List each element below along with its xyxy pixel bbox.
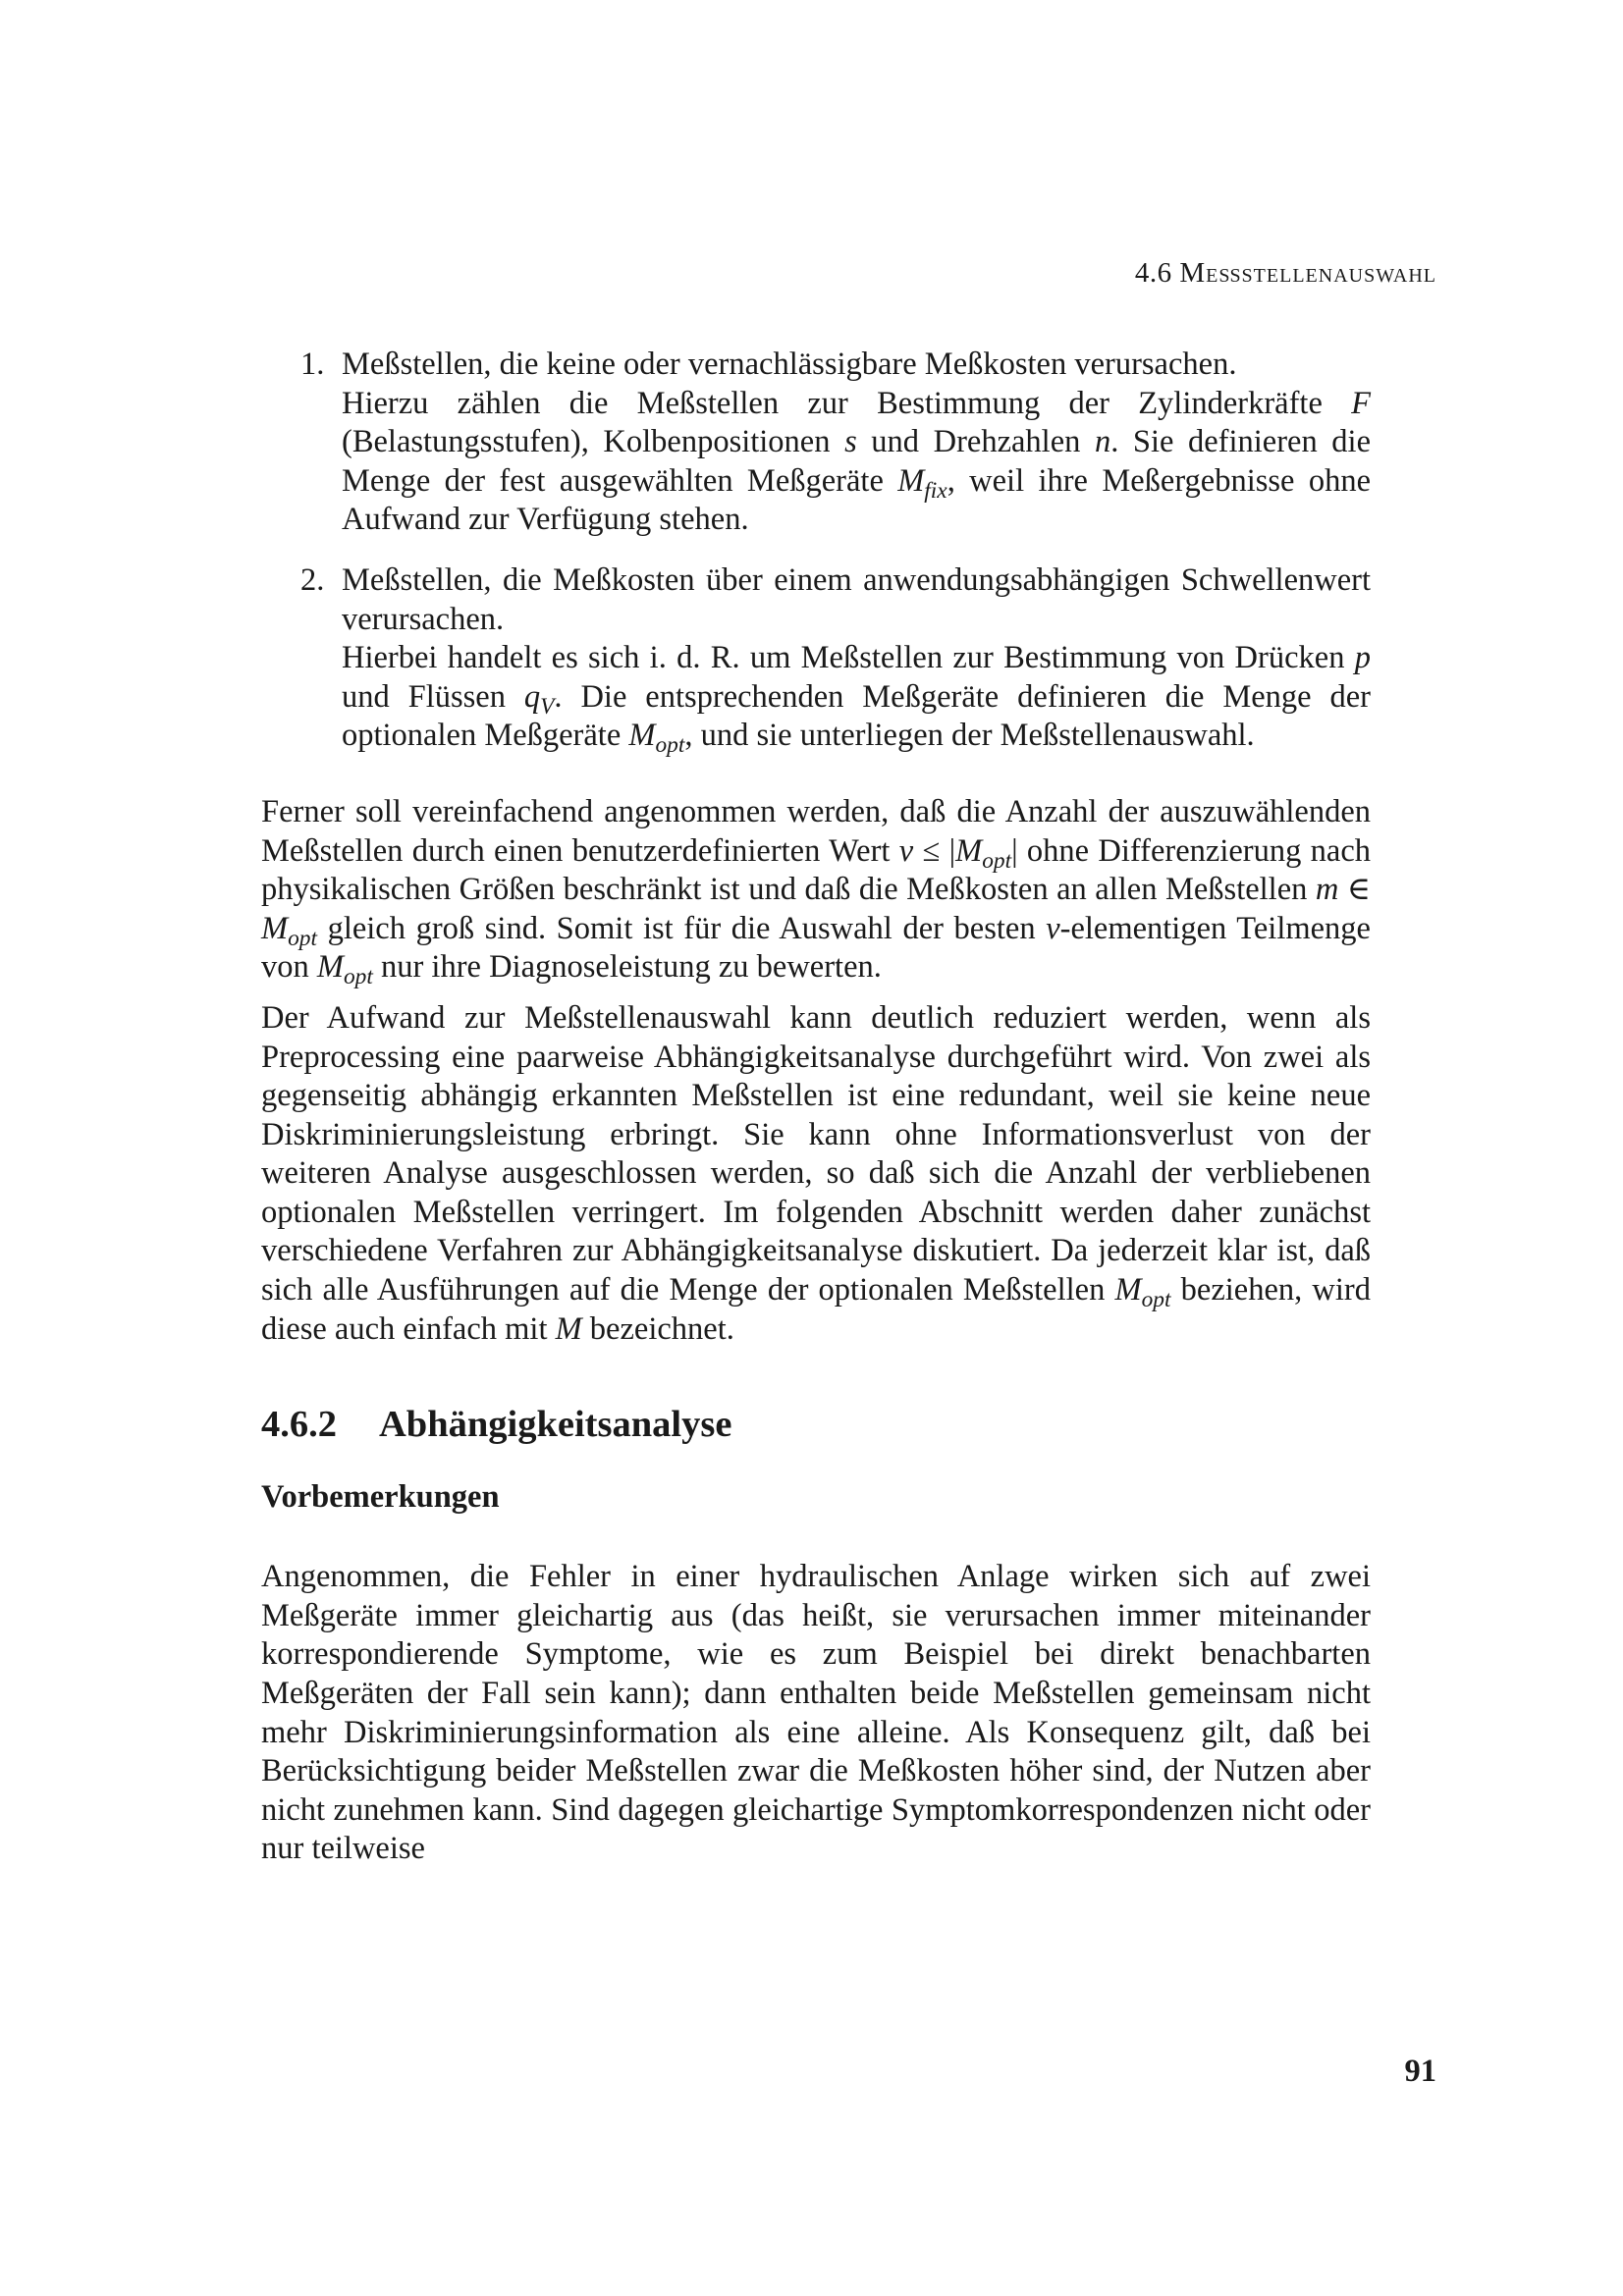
page-body: [261, 346, 1371, 1881]
numbered-list: [261, 346, 1371, 759]
paragraph: Ferner soll vereinfachend angenommen werden, daß die Anzahl der auszuwählenden Meßstellen durch einen benutzerdefinierten Wert $v \le |M_{opt}|$ ohne Differenzierung nach physikalischen Größen beschränkt ist und daß die Meßkosten an allen Meßstellen m ∈ $M_{opt}$ gleich groß sind. Somit ist für die Auswahl der besten v-elementigen Teilmenge von $M_{opt}$ nur ihre Diagnoseleistung zu bewerten.: [261, 793, 1372, 990]
paragraph: Der Aufwand zur Meßstellenauswahl kann deutlich reduziert werden, wenn als Preprocessing eine paarweise Abhängigkeitsanalyse durchgeführt wird. Von zwei als gegenseitig abhängig erkannten Meßstellen ist eine redundant, weil sie keine neue Diskriminierungsleistung erbringt. Sie kann ohne Informationsverlust von der weiteren Analyse ausgeschlossen werden, so daß sich die Anzahl der verbliebenen optionalen Meßstellen verringert. Im folgenden Abschnitt werden daher zunächst verschiedene Verfahren zur Abhängigkeitsanalyse diskutiert. Da jederzeit klar ist, daß sich alle Ausführungen auf die Menge der optionalen Meßstellen $M_{opt}$ beziehen, wird diese auch einfach mit M bezeichnet.: [261, 999, 1371, 1347]
list-item-body: Hierzu zählen die Meßstellen zur Bestimmung der Zylinderkräfte F (Belastungsstufen), Kolbenpositionen s und Drehzahlen n. Sie definieren die Menge der fest ausgewählten Meßgeräte $M_{fix}$, weil ihre Meßergebnisse ohne Aufwand zur Verfügung stehen.: [342, 385, 1371, 538]
list-item-number: 2.: [300, 561, 325, 598]
section-heading: [261, 1402, 1371, 1447]
page-number: 91: [1404, 2054, 1436, 2089]
running-head-section-number: 4.6: [1134, 257, 1172, 289]
list-item: [261, 346, 1371, 540]
section-title: Abhängigkeitsanalyse: [379, 1404, 732, 1446]
list-item: [261, 561, 1371, 759]
list-item-number: 1.: [300, 347, 325, 382]
subheading: Vorbemerkungen: [261, 1479, 500, 1516]
list-item-title: Meßstellen, die keine oder vernachlässigbare Meßkosten verursachen.: [342, 347, 1237, 382]
list-item-title: Meßstellen, die Meßkosten über einem anwendungsabhängigen Schwellenwert verursachen.: [342, 561, 1371, 637]
section-number: 4.6.2: [261, 1404, 337, 1446]
running-head-section-title: Meßstellenauswahl: [1179, 257, 1436, 289]
list-item-body: Hierbei handelt es sich i. d. R. um Meßstellen zur Bestimmung von Drücken p und Flüssen $q_V$. Die entsprechenden Meßgeräte definieren die Menge der optionalen Meßgeräte $M_{opt}$, und sie unterliegen der Meßstellenauswahl.: [342, 640, 1371, 759]
paragraph: Angenommen, die Fehler in einer hydraulischen Anlage wirken sich auf zwei Meßgeräte immer gleichartig aus (das heißt, sie verursachen immer miteinander korrespondierende Symptome, wie es zum Beispiel bei direkt benachbarten Meßgeräten der Fall sein kann); dann enthalten beide Meßstellen gemeinsam nicht mehr Diskriminierungsinformation als eine alleine. Als Konsequenz gilt, daß bei Berücksichtigung beider Meßstellen zwar die Meßkosten höher sind, der Nutzen aber nicht zunehmen kann. Sind dagegen gleichartige Symptomkorrespondenzen nicht oder nur teilweise: [261, 1559, 1371, 1867]
running-head: [1135, 257, 1436, 290]
